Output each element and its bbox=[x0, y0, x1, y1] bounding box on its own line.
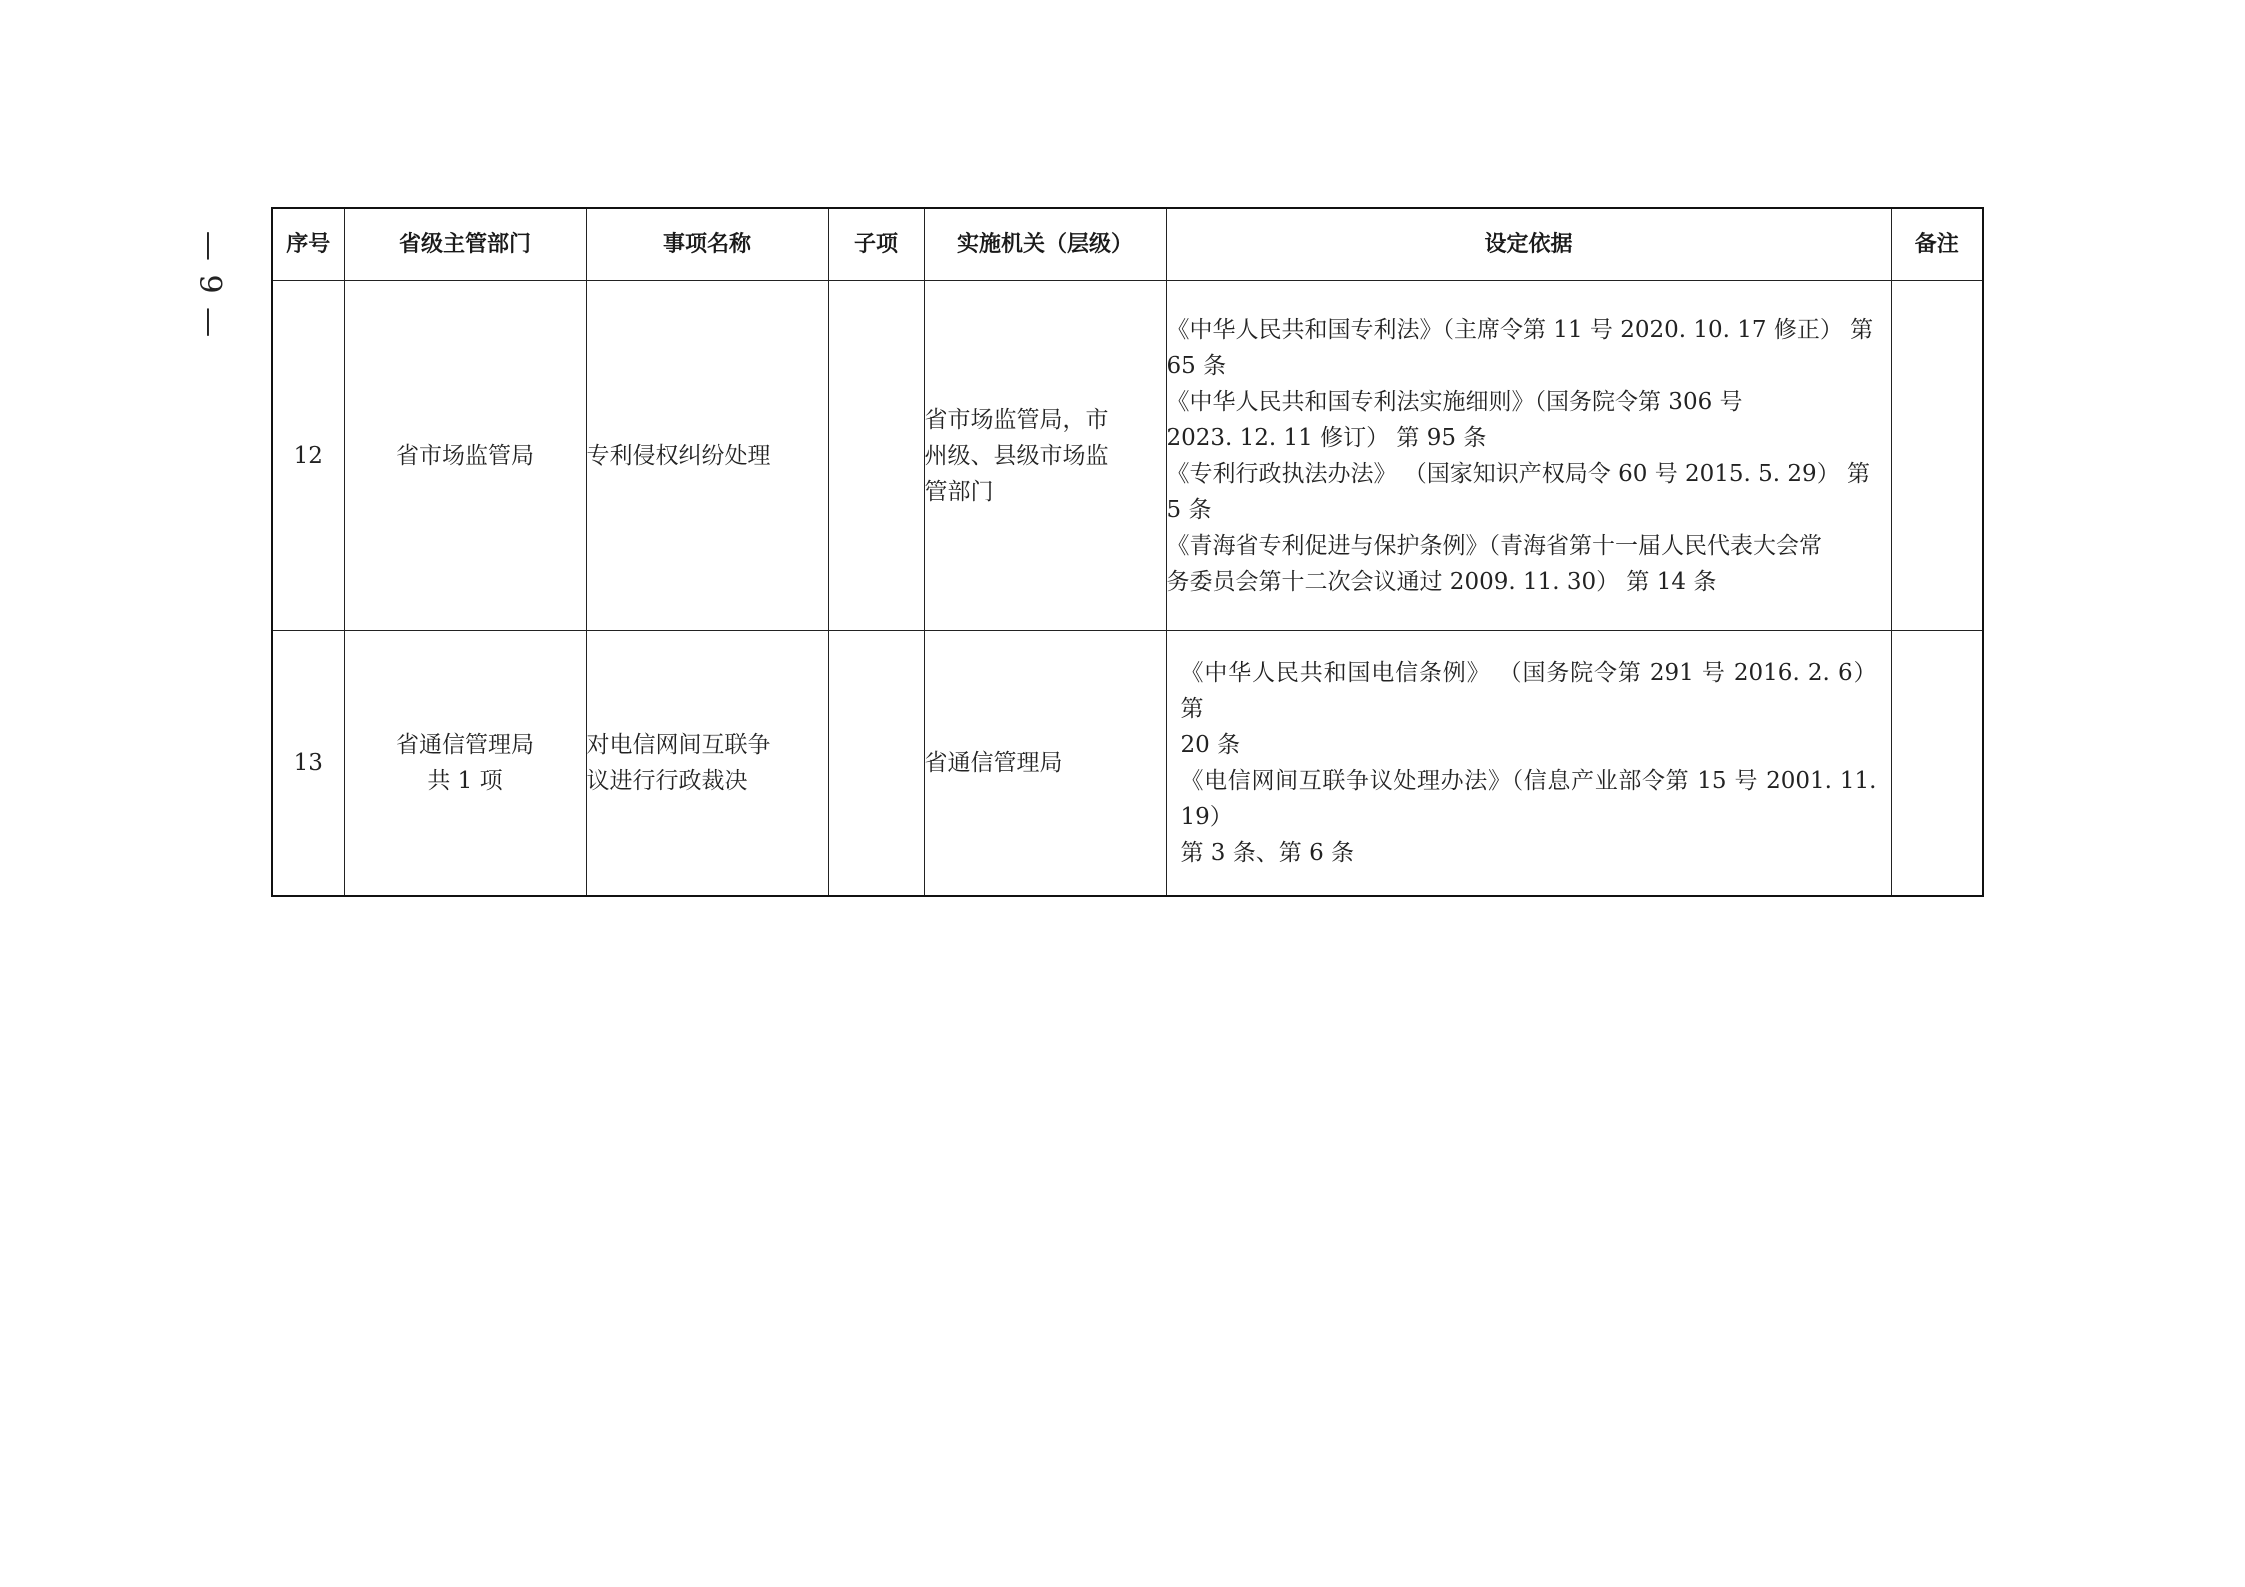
cell-remark bbox=[1891, 631, 1983, 897]
cell-dept bbox=[344, 281, 586, 631]
cell-agency bbox=[924, 281, 1166, 631]
page-number: — 9 — bbox=[192, 230, 228, 340]
cell-sub bbox=[828, 281, 924, 631]
cell-agency bbox=[924, 631, 1166, 897]
header-dept: 省级主管部门 bbox=[344, 208, 586, 281]
header-seq: 序号 bbox=[272, 208, 344, 281]
basis-line: 2023. 12. 11 修订） 第 95 条 bbox=[1166, 424, 1487, 451]
table-header-row bbox=[272, 208, 1983, 281]
header-basis: 设定依据 bbox=[1166, 208, 1891, 281]
cell-agency-line: 州级、县级市场监 bbox=[924, 442, 1109, 469]
cell-item bbox=[586, 281, 828, 631]
cell-agency-line: 管部门 bbox=[924, 478, 994, 505]
cell-seq: 12 bbox=[272, 281, 344, 631]
cell-item-line: 对电信网间互联争 bbox=[586, 732, 771, 758]
basis-line: 务委员会第十二次会议通过 2009. 11. 30） 第 14 条 bbox=[1166, 568, 1717, 595]
cell-basis bbox=[1166, 281, 1891, 631]
table-row bbox=[272, 631, 1983, 897]
basis-line: 《专利行政执法办法》 （国家知识产权局令 60 号 2015. 5. 29） 第 bbox=[1166, 460, 1870, 487]
cell-dept-line: 省通信管理局 bbox=[396, 732, 534, 758]
cell-item-line: 议进行行政裁决 bbox=[586, 768, 748, 794]
header-agency: 实施机关（层级） bbox=[924, 208, 1166, 281]
cell-seq: 13 bbox=[272, 631, 344, 897]
items-table bbox=[271, 207, 1984, 897]
basis-line: 20 条 bbox=[1180, 732, 1241, 758]
cell-agency-line: 省市场监管局，市 bbox=[924, 406, 1109, 433]
header-item: 事项名称 bbox=[586, 208, 828, 281]
cell-dept-line: 省市场监管局 bbox=[396, 442, 534, 469]
header-remark: 备注 bbox=[1891, 208, 1983, 281]
basis-line: 《电信网间互联争议处理办法》（信息产业部令第 15 号 2001. 11. 19） bbox=[1180, 768, 1877, 830]
cell-agency-line: 省通信管理局 bbox=[924, 750, 1063, 776]
cell-remark bbox=[1891, 281, 1983, 631]
basis-line: 65 条 bbox=[1166, 352, 1227, 379]
table-row bbox=[272, 281, 1983, 631]
cell-item bbox=[586, 631, 828, 897]
cell-dept-line: 共 1 项 bbox=[427, 768, 503, 794]
basis-line: 第 3 条、第 6 条 bbox=[1180, 840, 1355, 866]
cell-dept bbox=[344, 631, 586, 897]
basis-line: 《中华人民共和国电信条例》 （国务院令第 291 号 2016. 2. 6） 第 bbox=[1180, 660, 1877, 722]
cell-sub bbox=[828, 631, 924, 897]
header-sub: 子项 bbox=[828, 208, 924, 281]
basis-line: 《青海省专利促进与保护条例》（青海省第十一届人民代表大会常 bbox=[1166, 532, 1822, 559]
basis-line: 《中华人民共和国专利法》（主席令第 11 号 2020. 10. 17 修正） 第 bbox=[1166, 316, 1874, 343]
basis-line: 5 条 bbox=[1166, 496, 1212, 523]
basis-line: 《中华人民共和国专利法实施细则》（国务院令第 306 号 bbox=[1166, 388, 1743, 415]
cell-item-line: 专利侵权纠纷处理 bbox=[586, 442, 771, 469]
cell-basis bbox=[1166, 631, 1891, 897]
